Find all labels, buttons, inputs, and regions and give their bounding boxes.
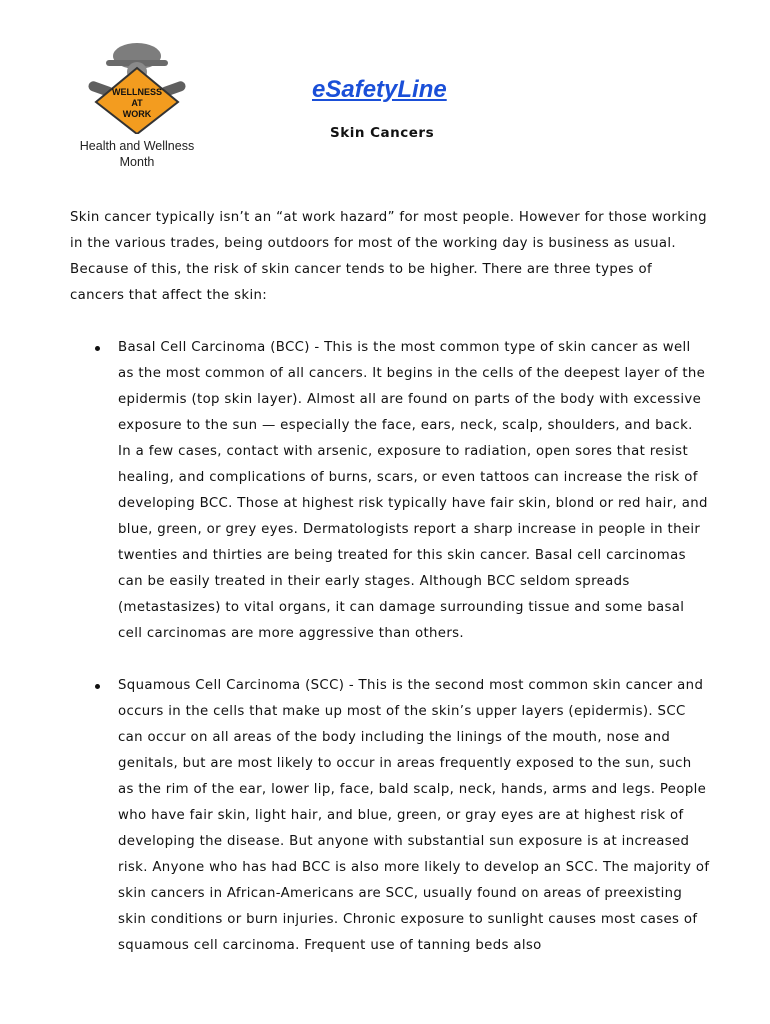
list-item-text: Basal Cell Carcinoma (BCC) - This is the most common type of skin cancer as well as the most common of all cancers. It begins in the cells of the deepest layer of the epidermis (top skin layer). Almost all are found on parts of the body with excessive exposure to the sun — especially the face, ears, neck, scalp, shoulders, and back. In a few cases, contact with arsenic, exposure to radiation, open sores that resist healing, and complications of burns, scars, or even tattoos can increase the risk of developing BCC. Those at highest risk typically have fair skin, blond or red hair, and blue, green, or grey eyes. Dermatologists report a sharp increase in people in their twenties and thirties are being treated for this skin cancer. Basal cell carcinomas can be easily treated in their early stages. Although BCC seldom spreads (metastasizes) to vital organs, it can damage surrounding tissue and some basal cell carcinomas are more aggressive than others.: [118, 340, 708, 641]
list-item-scc: [70, 673, 710, 959]
logo-caption: Health and Wellness Month: [79, 139, 195, 169]
logo-text-line-3: WORK: [122, 109, 152, 119]
construction-worker-sign-icon: [82, 38, 192, 134]
list-item-text: Squamous Cell Carcinoma (SCC) - This is the second most common skin cancer and occurs in the cells that make up most of the skin’s upper layers (epidermis). SCC can occur on all areas of the body including the linings of the mouth, nose and genitals, but are most likely to occur in areas frequently exposed to the sun, such as the rim of the ear, lower lip, face, bald scalp, neck, hands, arms and legs. People who have fair skin, light hair, and blue, green, or gray eyes are at highest risk of developing the disease. But anyone with substantial sun exposure is at increased risk. Anyone who has had BCC is also more likely to develop an SCC. The majority of skin cancers in African-Americans are SCC, usually found on areas of preexisting skin conditions or burn injuries. Chronic exposure to sunlight causes most cases of squamous cell carcinoma. Frequent use of tanning beds also: [118, 678, 710, 953]
list-item-bcc: [70, 335, 710, 647]
bullet-icon: [95, 346, 100, 351]
logo-text-line-1: WELLNESS: [111, 87, 163, 97]
wellness-at-work-logo: [82, 38, 192, 134]
cancer-types-list: [70, 335, 710, 985]
intro-paragraph: Skin cancer typically isn’t an “at work hazard” for most people. However for those working in the various trades, being outdoors for most of the working day is business as usual. Because of this, the risk of skin cancer tends to be higher. There are three types of cancers that affect the skin:: [70, 210, 707, 303]
brand-title[interactable]: eSafetyLine: [312, 76, 447, 103]
document-title: Skin Cancers: [330, 125, 435, 141]
bullet-icon: [95, 684, 100, 689]
logo-text-line-2: AT: [131, 98, 143, 108]
